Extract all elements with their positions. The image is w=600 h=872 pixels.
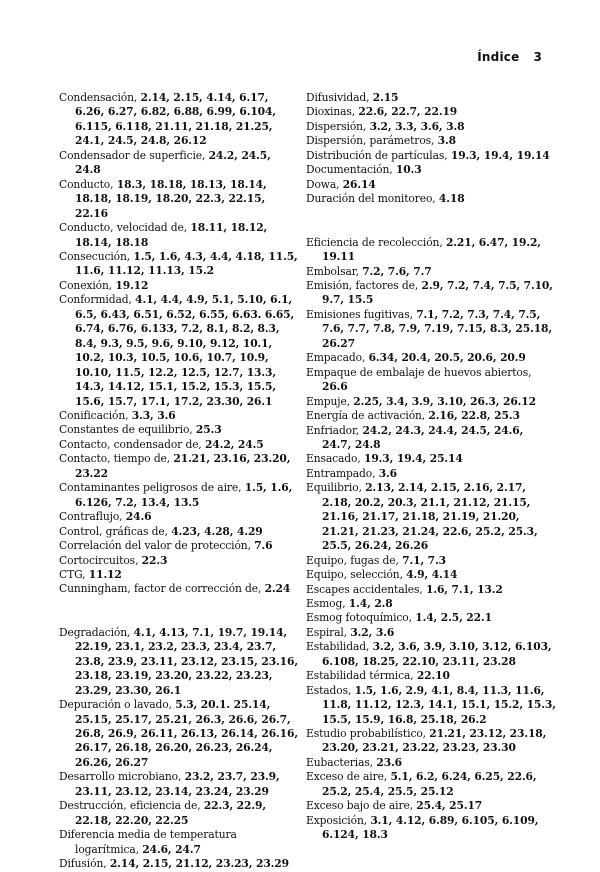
index-entry xyxy=(306,669,556,683)
index-entry xyxy=(59,525,299,539)
index-page-refs: 18.11, 18.12, 18.14, 18.18 xyxy=(75,221,268,249)
index-page-refs: 3.6 xyxy=(378,466,397,480)
index-page-refs: 25.4, 25.17 xyxy=(416,799,483,813)
index-entry xyxy=(306,192,556,206)
index-term: Conducto, xyxy=(59,177,117,191)
index-term: CTG, xyxy=(59,567,89,581)
index-column-left xyxy=(59,91,299,872)
index-page-refs: 3.2, 3.3, 3.6, 3.8 xyxy=(369,119,465,133)
index-term: Embolsar, xyxy=(306,264,363,278)
index-term: Emisiones fugitivas, xyxy=(306,307,417,321)
index-page-refs: 6.34, 20.4, 20.5, 20.6, 20.9 xyxy=(368,351,526,365)
index-term: Diferencia media de temperatura logarítmica, xyxy=(59,828,237,856)
index-term: Dispersión, xyxy=(306,119,370,133)
index-page-refs: 2.16, 22.8, 25.3 xyxy=(428,409,520,423)
index-term: Degradación, xyxy=(59,625,134,639)
index-page-refs: 22.3 xyxy=(141,553,168,567)
index-term: Conformidad, xyxy=(59,293,136,307)
index-column-right xyxy=(306,91,556,843)
index-term: Difusividad, xyxy=(306,91,373,104)
index-entry xyxy=(306,727,556,756)
index-entry xyxy=(59,91,299,149)
index-entry xyxy=(306,467,556,481)
index-page-refs: 22.10 xyxy=(416,669,450,683)
index-page-refs: 1.5, 1.6, 4.3, 4.4, 4.18, 11.5, 11.6, 11.12, 11.13, 15.2 xyxy=(75,249,298,278)
index-page-refs: 10.3 xyxy=(395,163,422,177)
index-term: Dowa, xyxy=(306,177,343,191)
index-entry xyxy=(306,756,556,770)
index-term: Esmog fotoquímico, xyxy=(306,611,416,625)
index-term: Empacado, xyxy=(306,351,369,365)
index-page-refs: 26.14 xyxy=(342,177,376,191)
index-page-refs: 19.12 xyxy=(115,278,149,292)
index-page-refs: 3.2, 3.6 xyxy=(350,625,395,639)
index-entry xyxy=(59,178,299,221)
index-entry xyxy=(306,308,556,351)
index-page-refs: 1.5, 1.6, 2.9, 4.1, 8.4, 11.3, 11.6, 11.8, 11.12, 12.3, 14.1, 15.1, 15.2, 15.3, 15.5, 15.9, 16.8, 25.18, 26.2 xyxy=(322,683,556,726)
index-entry xyxy=(306,91,556,105)
index-term: Conexión, xyxy=(59,278,116,292)
index-entry xyxy=(59,770,299,799)
index-page-refs: 3.1, 4.12, 6.89, 6.105, 6.109, 6.124, 18.3 xyxy=(322,813,539,842)
index-page-refs: 3.3, 3.6 xyxy=(131,408,176,422)
index-entry xyxy=(306,105,556,119)
index-term: Constantes de equilibrio, xyxy=(59,423,196,437)
index-entry xyxy=(59,568,299,582)
index-entry xyxy=(306,366,556,395)
index-page-refs: 24.2, 24.5, 24.8 xyxy=(75,148,271,177)
index-term: Dispersión, parámetros, xyxy=(306,134,438,148)
index-entry xyxy=(306,597,556,611)
index-entry xyxy=(59,250,299,279)
index-entry xyxy=(306,236,556,265)
index-entry xyxy=(59,438,299,452)
index-page-refs: 24.6 xyxy=(125,510,152,524)
index-page-refs: 5.3, 20.1. 25.14, 25.15, 25.17, 25.21, 26.3, 26.6, 26.7, 26.8, 26.9, 26.11, 26.13, 26.14, 26.16, 26.17, 26.18, 26.20, 26.23, 26.24, 26.26, 26.27 xyxy=(75,698,298,769)
index-entry xyxy=(59,279,299,293)
index-term: Empuje, xyxy=(306,394,354,408)
index-page-refs: 2.14, 2.15, 4.14, 6.17, 6.26, 6.27, 6.82, 6.88, 6.99, 6.104, 6.115, 6.118, 21.11, 21.18, 21.25, 24.1, 24.5, 24.8, 26.12 xyxy=(75,91,276,148)
index-term: Estados, xyxy=(306,683,355,697)
index-page-refs: 4.1, 4.4, 4.9, 5.1, 5.10, 6.1, 6.5, 6.43, 6.51, 6.52, 6.55, 6.63. 6.65, 6.74, 6.76, 6.133, 7.2, 8.1, 8.2, 8.3, 8.4, 9.3, 9.5, 9.6, 9.10, 9.12, 10.1, 10.2, 10.3, 10.5, 10.6, 10.7, 10.9, 10.10, 11.5, 12.2, 12.5, 12.7, 13.3, 14.3, 14.12, 15.1, 15.2, 15.3, 15.5, 15.6, 15.7, 17.1, 17.2, 23.30, 26.1 xyxy=(75,293,295,408)
index-entry xyxy=(306,409,556,423)
index-entry xyxy=(59,828,299,857)
index-entry xyxy=(306,481,556,553)
index-page-refs: 2.25, 3.4, 3.9, 3.10, 26.3, 26.12 xyxy=(353,394,536,408)
index-page-refs: 21.21, 23.16, 23.20, 23.22 xyxy=(75,452,291,480)
index-entry xyxy=(306,395,556,409)
index-page-refs: 22.6, 22.7, 22.19 xyxy=(358,105,458,119)
index-term: Esmog, xyxy=(306,596,349,610)
index-term: Cunningham, factor de corrección de, xyxy=(59,582,265,596)
index-entry xyxy=(306,134,556,148)
index-term: Equilibrio, xyxy=(306,481,366,495)
index-entry xyxy=(59,626,299,698)
index-entry xyxy=(306,770,556,799)
index-entry xyxy=(306,163,556,177)
index-entry xyxy=(306,814,556,843)
index-term: Duración del monitoreo, xyxy=(306,192,439,206)
index-page-refs: 19.3, 19.4, 19.14 xyxy=(450,148,550,162)
index-entry xyxy=(59,221,299,250)
index-entry xyxy=(59,539,299,553)
index-entry xyxy=(306,799,556,813)
index-term: Estudio probabilístico, xyxy=(306,727,430,741)
index-page-refs: 2.24 xyxy=(264,582,291,596)
index-term: Contraflujo, xyxy=(59,510,126,524)
index-term: Escapes accidentales, xyxy=(306,582,426,596)
index-page-refs: 3.2, 3.6, 3.9, 3.10, 3.12, 6.103, 6.108, 18.25, 22.10, 23.11, 23.28 xyxy=(322,640,552,668)
index-entry xyxy=(59,423,299,437)
letter-group-gap xyxy=(59,597,299,626)
index-term: Condensador de superficie, xyxy=(59,148,209,162)
index-entry xyxy=(59,409,299,423)
index-page-refs: 19.3, 19.4, 25.14 xyxy=(363,452,463,466)
index-page-refs: 7.6 xyxy=(254,539,273,553)
index-term: Contacto, tiempo de, xyxy=(59,452,174,466)
index-page-refs: 18.3, 18.18, 18.13, 18.14, 18.18, 18.19, 18.20, 22.3, 22.15, 22.16 xyxy=(75,177,267,220)
index-term: Control, gráficas de, xyxy=(59,524,172,538)
index-entry xyxy=(59,481,299,510)
index-entry xyxy=(59,698,299,770)
index-entry xyxy=(306,120,556,134)
index-term: Enfriador, xyxy=(306,423,363,437)
index-term: Contaminantes peligrosos de aire, xyxy=(59,481,245,495)
index-term: Eubacterias, xyxy=(306,755,377,769)
page-header xyxy=(477,50,542,64)
index-term: Documentación, xyxy=(306,163,396,177)
index-term: Contacto, condensador de, xyxy=(59,437,206,451)
index-page-refs: 24.2, 24.3, 24.4, 24.5, 24.6, 24.7, 24.8 xyxy=(322,423,524,451)
index-entry xyxy=(306,583,556,597)
index-term: Cortocircuitos, xyxy=(59,553,142,567)
index-term: Consecución, xyxy=(59,249,134,263)
index-page-refs: 7.1, 7.3 xyxy=(402,553,446,567)
index-entry xyxy=(306,178,556,192)
index-page-refs: 4.18 xyxy=(438,192,465,206)
index-page-refs: 7.2, 7.6, 7.7 xyxy=(362,264,432,278)
index-term: Exceso bajo de aire, xyxy=(306,799,417,813)
index-term: Dioxinas, xyxy=(306,105,359,119)
index-term: Destrucción, eficiencia de, xyxy=(59,799,204,813)
index-entry xyxy=(306,554,556,568)
index-term: Distribución de partículas, xyxy=(306,148,451,162)
index-page-refs: 7.1, 7.2, 7.3, 7.4, 7.5, 7.6, 7.7, 7.8, 7.9, 7.19, 7.15, 8.3, 25.18, 26.27 xyxy=(322,307,553,350)
index-entry xyxy=(306,611,556,625)
index-page-refs: 1.4, 2.8 xyxy=(348,596,393,610)
index-page-refs: 3.8 xyxy=(437,134,456,148)
index-entry xyxy=(306,640,556,669)
index-page-refs: 2.13, 2.14, 2.15, 2.16, 2.17, 2.18, 20.2, 20.3, 21.1, 21.12, 21.15, 21.16, 21.17, 21.18, 21.19, 21.20, 21.21, 21.23, 21.24, 22.6, 25.2, 25.3, 25.5, 26.24, 26.26 xyxy=(322,481,538,553)
index-page-refs: 2.9, 7.2, 7.4, 7.5, 7.10, 9.7, 15.5 xyxy=(322,278,553,307)
index-term: Estabilidad térmica, xyxy=(306,669,417,683)
index-entry xyxy=(306,424,556,453)
index-page-refs: 25.3 xyxy=(195,423,222,437)
index-page-refs: 1.5, 1.6, 6.126, 7.2, 13.4, 13.5 xyxy=(75,481,293,509)
index-entry xyxy=(306,279,556,308)
index-term: Difusión, xyxy=(59,857,110,871)
index-page-refs: 26.6 xyxy=(322,380,348,394)
index-page-refs: 21.21, 23.12, 23.18, 23.20, 23.21, 23.22, 23.23, 23.30 xyxy=(322,727,547,755)
index-term: Emisión, factores de, xyxy=(306,278,422,292)
index-term: Equipo, fugas de, xyxy=(306,553,403,567)
index-page-refs: 4.1, 4.13, 7.1, 19.7, 19.14, 22.19, 23.1, 23.2, 23.3, 23.4, 23.7, 23.8, 23.9, 23.11, 23.12, 23.15, 23.16, 23.18, 23.19, 23.20, 23.22, 23.23, 23.29, 23.30, 26.1 xyxy=(75,625,298,697)
index-page-refs: 1.4, 2.5, 22.1 xyxy=(415,611,492,625)
index-term: Conificación, xyxy=(59,408,132,422)
index-entry xyxy=(59,857,299,871)
index-entry xyxy=(59,149,299,178)
index-term: Conducto, velocidad de, xyxy=(59,221,191,235)
index-term: Ensacado, xyxy=(306,452,364,466)
index-entry xyxy=(59,510,299,524)
index-term: Exceso de aire, xyxy=(306,770,391,784)
index-entry xyxy=(306,452,556,466)
index-entry xyxy=(306,265,556,279)
index-entry xyxy=(306,626,556,640)
index-term: Exposición, xyxy=(306,813,371,827)
index-term: Correlación del valor de protección, xyxy=(59,539,255,553)
index-entry xyxy=(59,799,299,828)
index-term: Depuración o lavado, xyxy=(59,698,176,712)
index-entry xyxy=(59,293,299,409)
index-term: Empaque de embalaje de huevos abiertos, xyxy=(306,365,532,379)
index-term: Desarrollo microbiano, xyxy=(59,770,185,784)
index-page-refs: 22.3, 22.9, 22.18, 22.20, 22.25 xyxy=(75,799,266,827)
index-entry xyxy=(59,452,299,481)
index-entry xyxy=(306,149,556,163)
index-page-refs: 24.6, 24.7 xyxy=(142,842,201,856)
index-term: Condensación, xyxy=(59,91,141,104)
index-page-refs: 23.2, 23.7, 23.9, 23.11, 23.12, 23.14, 23.24, 23.29 xyxy=(75,770,280,798)
index-page-refs: 4.23, 4.28, 4.29 xyxy=(171,524,263,538)
index-page-refs: 2.15 xyxy=(372,91,399,104)
index-entry xyxy=(306,568,556,582)
index-page-refs: 4.9, 4.14 xyxy=(406,568,458,582)
index-entry xyxy=(59,582,299,596)
index-page-refs: 24.2, 24.5 xyxy=(205,437,264,451)
page-number: 3 xyxy=(533,50,542,64)
index-term: Equipo, selección, xyxy=(306,568,407,582)
index-page-refs: 1.6, 7.1, 13.2 xyxy=(426,582,503,596)
index-page-refs: 5.1, 6.2, 6.24, 6.25, 22.6, 25.2, 25.4, 25.5, 25.12 xyxy=(322,770,537,798)
index-page-refs: 2.14, 2.15, 21.12, 23.23, 23.29 xyxy=(109,857,289,871)
index-entry xyxy=(59,554,299,568)
index-page-refs: 2.21, 6.47, 19.2, 19.11 xyxy=(322,235,541,264)
letter-group-gap xyxy=(306,207,556,236)
index-entry xyxy=(306,351,556,365)
index-page-refs: 23.6 xyxy=(376,755,403,769)
index-term: Entrampado, xyxy=(306,466,379,480)
index-page-refs: 11.12 xyxy=(88,567,122,581)
index-term: Eficiencia de recolección, xyxy=(306,235,446,249)
index-title: Índice xyxy=(477,50,520,64)
index-term: Espiral, xyxy=(306,625,351,639)
index-term: Estabilidad, xyxy=(306,640,373,654)
index-entry xyxy=(306,684,556,727)
index-term: Energía de activación, xyxy=(306,409,429,423)
